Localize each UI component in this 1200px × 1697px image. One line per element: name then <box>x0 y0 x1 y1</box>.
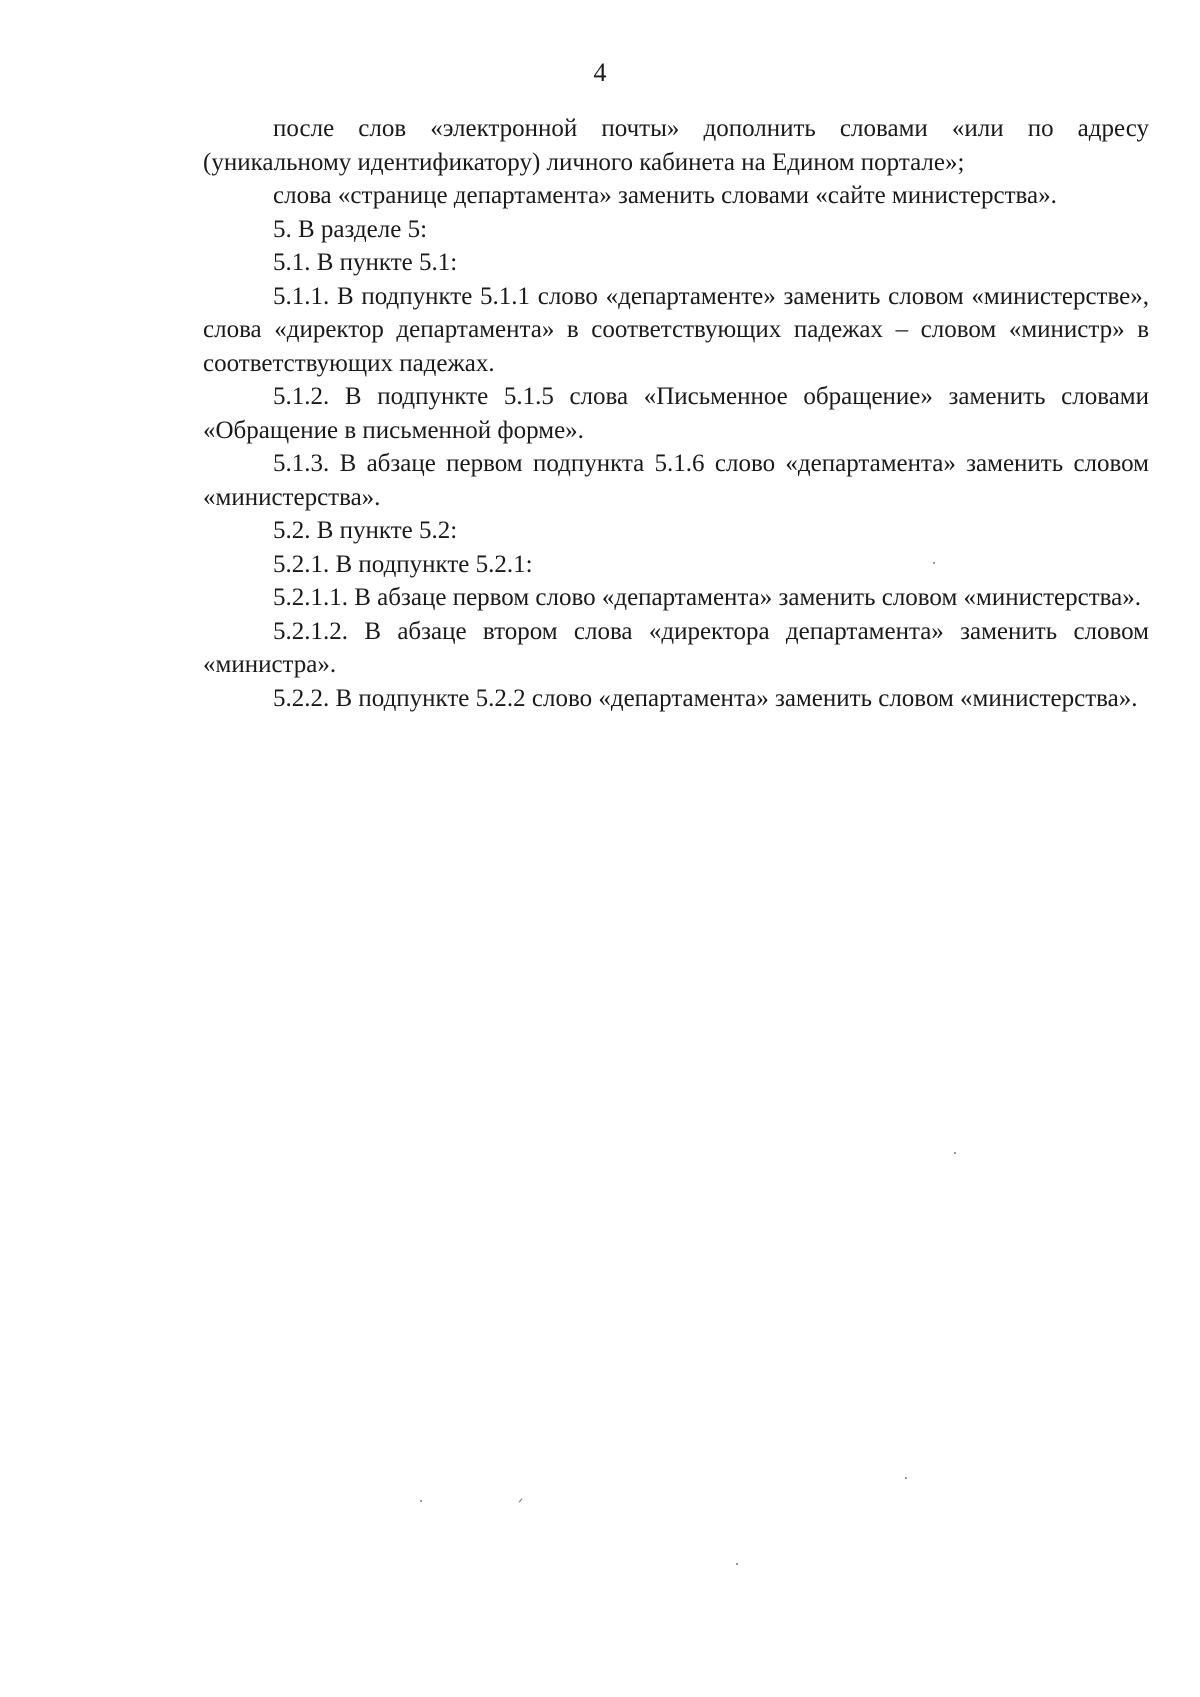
paragraph: 5.2.2. В подпункте 5.2.2 слово «департамента» заменить словом «министерства». <box>273 684 1138 712</box>
section-heading: 5. В разделе 5: <box>273 215 428 243</box>
paragraph: слова «странице департамента» заменить словами «сайте министерства». <box>273 182 1057 209</box>
clause-heading: 5.1. В пункте 5.1: <box>273 249 458 276</box>
paragraph: 5.2.1.1. В абзаце первом слово «департамента» заменить словом «министерства». <box>273 584 1141 611</box>
clause-heading: 5.2. В пункте 5.2: <box>273 517 458 544</box>
paragraph: 5.1.3. В абзаце первом подпункта 5.1.6 слово «департамента» заменить словом «министерства». <box>203 450 1149 511</box>
scan-speck <box>420 1500 422 1502</box>
scan-speck <box>905 1477 907 1479</box>
paragraph: 5.2.1.2. В абзаце втором слова «директора департамента» заменить словом «министра». <box>203 617 1149 678</box>
scan-speck <box>954 1152 956 1154</box>
scan-speck <box>933 562 935 564</box>
scan-speck <box>519 1498 523 1502</box>
document-body <box>203 112 1149 715</box>
page-number: 4 <box>593 58 607 87</box>
paragraph: после слов «электронной почты» дополнить словами «или по адресу (уникальному идентификатору) личного кабинета на Едином портале»; <box>203 115 1149 176</box>
paragraph: 5.1.2. В подпункте 5.1.5 слова «Письменное обращение» заменить словами «Обращение в письменной форме». <box>203 383 1149 444</box>
subclause-heading: 5.2.1. В подпункте 5.2.1: <box>273 550 533 578</box>
scan-speck <box>736 1563 738 1565</box>
paragraph: 5.1.1. В подпункте 5.1.1 слово «департаменте» заменить словом «министерстве», слова «директор департамента» в соответствующих падежах – словом «министр» в соответствующих падежах. <box>203 282 1149 377</box>
